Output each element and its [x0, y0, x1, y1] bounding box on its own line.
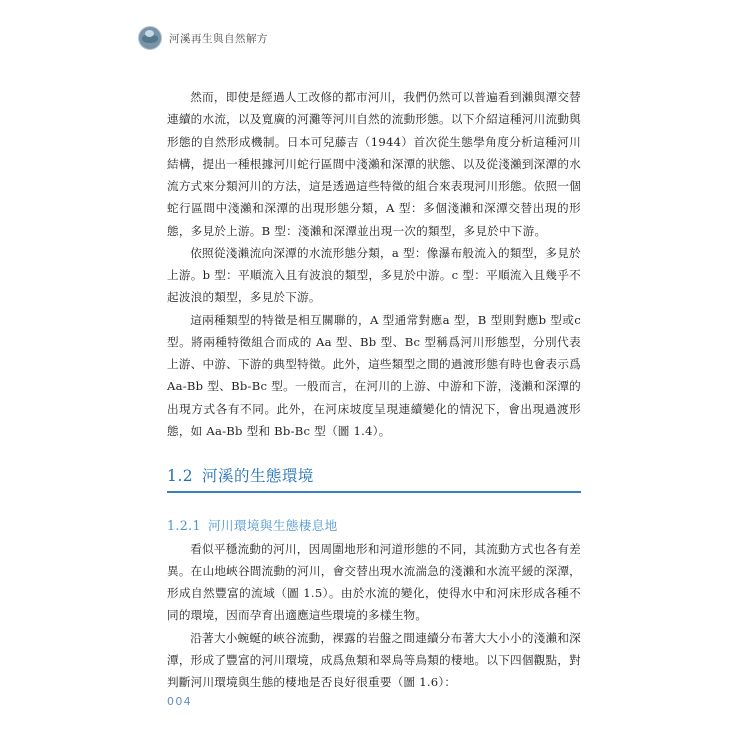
circular-water-emblem-icon [138, 26, 162, 50]
paragraph: 依照從淺瀨流向深潭的水流形態分類，a 型：像瀑布般流入的類型，多見於上游。b 型：平順流入且有波浪的類型，多見於中游。c 型：平順流入且幾乎不起波浪的類型，多見於下游。 [167, 245, 581, 305]
section-heading-block [167, 464, 581, 493]
subsection-number: 1.2.1 [167, 517, 201, 533]
page-number: 004 [167, 695, 192, 708]
paragraph: 然而，即使是經過人工改修的都市河川，我們仍然可以普遍看到瀨與潭交替連續的水流，以及寬廣的河灘等河川自然的流動形態。以下介紹這種河川流動與形態的自然形成機制。日本可兒藤吉（1944）首次從生態學角度分析這種河川結構，提出一種根據河川蛇行區間中淺瀨和深潭的狀態、以及從淺瀨到深潭的水流方式來分類河川的方法，這是透過這些特徵的組合來表現河川形態。依照一個蛇行區間中淺瀨和深潭的出現形態分類，A 型：多個淺瀨和深潭交替出現的形態，多見於上游。B 型：淺瀨和深潭並出現一次的類型，多見於中下游。 [167, 90, 581, 238]
section-number: 1.2 [167, 467, 194, 485]
running-head [138, 26, 268, 50]
subsection-heading [167, 515, 581, 534]
running-head-title: 河溪再生與自然解方 [169, 32, 268, 45]
section-heading [167, 464, 581, 491]
paragraph: 沿著大小蜿蜒的峽谷流動，裸露的岩盤之間連續分布著大大小小的淺瀨和深潭，形成了豐富的河川環境，成爲魚類和翠鳥等鳥類的棲地。以下四個觀點，對判斷河川環境與生態的棲地是否良好很重要（圖 1.6）： [167, 630, 581, 689]
paragraph: 看似平穩流動的河川，因周圍地形和河道形態的不同，其流動方式也各有差異。在山地峽谷間流動的河川，會交替出現水流湍急的淺瀨和水流平緩的深潭，形成自然豐富的流域（圖 1.5）。由於水流的變化，使得水中和河床形成各種不同的環境，因而孕育出適應這些環境的多樣生物。 [167, 541, 581, 623]
paragraph: 這兩種類型的特徵是相互關聯的，A 型通常對應a 型，B 型則對應b 型或c 型。將兩種特徵組合而成的 Aa 型、Bb 型、Bc 型稱爲河川形態型，分別代表上游、中游、下游的典型特徵。此外，這些類型之間的過渡形態有時也會表示爲 Aa-Bb 型、Bb-Bc 型。一般而言，在河川的上游、中游和下游，淺瀨和深潭的出現方式各有不同。此外，在河床坡度呈現連續變化的情況下，會出現過渡形態，如 Aa-Bb 型和 Bb-Bc 型（圖 1.4）。 [167, 312, 581, 438]
subsection-title: 河川環境與生態棲息地 [207, 517, 338, 533]
section-title: 河溪的生態環境 [202, 467, 314, 485]
section-rule [167, 491, 581, 493]
body-column [167, 86, 581, 693]
